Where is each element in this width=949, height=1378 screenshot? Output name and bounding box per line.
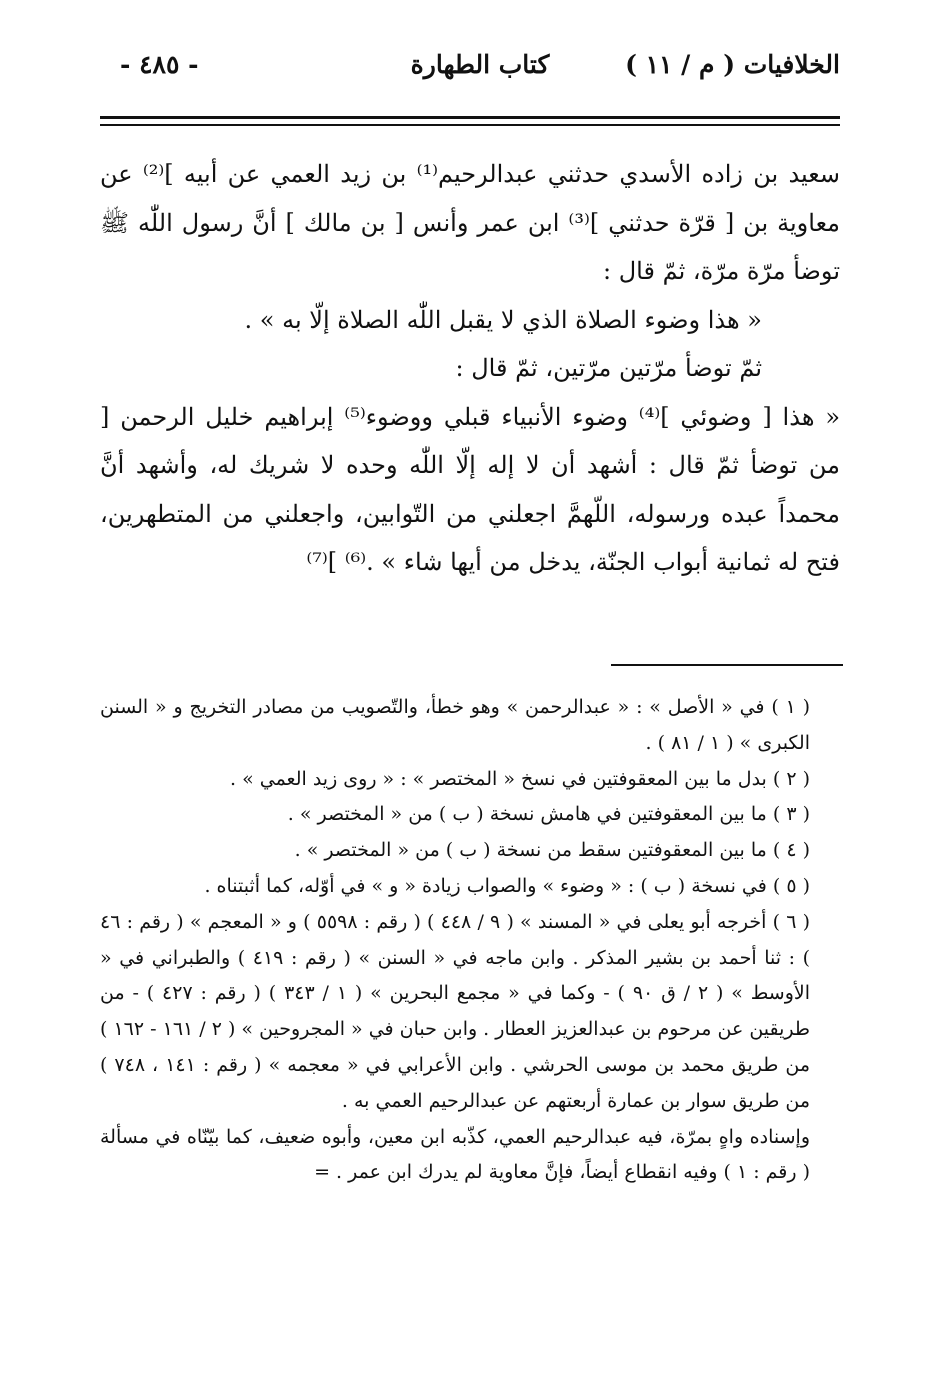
footnote-separator bbox=[611, 664, 843, 666]
footnote: ( ٦ ) أخرجه أبو يعلى في « المسند » ( ٩ / ٤٤٨ ) ( رقم : ٥٥٩٨ ) و « المعجم » ( رقم : ٤٦ ) : ثنا أحمد بن بشير المذكر . وابن ماجه في « السنن » ( رقم : ٤١٩ ) والطبراني في « الأوسط » ( ٢ / ق ٩٠ ) - وكما في « مجمع البحرين » ( ١ / ٣٤٣ ) ( رقم : ٤٢٧ ) - من طريقين عن مرحوم بن عبدالعزيز العطار . وابن حبان في « المجروحين » ( ٢ / ١٦١ - ١٦٢ ) من طريق محمد بن موسى الحرشي . وابن الأعرابي في « معجمه » ( رقم : ١٤١ ، ٧٤٨ ) من طريق سوار بن عمارة أربعتهم عن عبدالرحيم العمي به . bbox=[100, 910, 811, 1112]
footnote: ( ٢ ) بدل ما بين المعقوفتين في نسخ « المختصر » : « روى زيد العمي » . bbox=[229, 767, 810, 790]
header-chapter-title: كتاب الطهارة bbox=[410, 50, 550, 79]
footnote: ( ٤ ) ما بين المعقوفتين سقط من نسخة ( ب ) من « المختصر » . bbox=[294, 839, 810, 862]
main-text bbox=[100, 150, 840, 587]
header-rule-bottom bbox=[100, 124, 840, 126]
header-book-title: الخلافيات ( م / ١١ ) bbox=[625, 50, 840, 79]
footnotes bbox=[100, 690, 840, 1191]
main-paragraph: سعيد بن زاده الأسدي حدثني عبدالرحيم⁽¹⁾ بن زيد العمي عن أبيه ]⁽²⁾ عن معاوية بن [ قرّة حدثني ]⁽³⁾ ابن عمر وأنس [ بن مالك ] أنَّ رسول اللّٰه ﷺ توضأ مرّة مرّة، ثمّ قال : bbox=[100, 160, 841, 285]
footnote: ( ٥ ) في نسخة ( ب ) : « وضوء » والصواب زيادة « و » في أوّله، كما أثبتناه . bbox=[204, 874, 810, 897]
page-header bbox=[120, 50, 840, 90]
footnote: ( ٣ ) ما بين المعقوفتين في هامش نسخة ( ب ) من « المختصر » . bbox=[287, 803, 810, 826]
main-paragraph: « هذا وضوء الصلاة الذي لا يقبل اللّٰه الصلاة إلّا به » . bbox=[244, 305, 762, 334]
footnote: ( ١ ) في « الأصل » : « عبدالرحمن » وهو خطأ، والتّصويب من مصادر التخريج و « السنن الكبرى » ( ١ / ٨١ ) . bbox=[100, 696, 811, 754]
header-page-number: - ٤٨٥ - bbox=[120, 50, 199, 79]
footnote: وإسناده واهٍ بمرّة، فيه عبدالرحيم العمي، كذّبه ابن معين، وأبوه ضعيف، كما بيّنّاه في مسألة ( رقم : ١ ) وفيه انقطاع أيضاً، فإنَّ معاوية لم يدرك ابن عمر . = bbox=[100, 1125, 810, 1184]
main-paragraph: ثمّ توضأ مرّتين مرّتين، ثمّ قال : bbox=[455, 354, 762, 382]
main-paragraph: « هذا [ وضوئي ]⁽⁴⁾ وضوء الأنبياء قبلي ووضوء⁽⁵⁾ إبراهيم خليل الرحمن [ من توضأ ثمّ قال : أشهد أن لا إله إلّا اللّٰه وحده لا شريك له، وأشهد أنَّ محمداً عبده ورسوله، اللّهمَّ اجعلني من التّوابين، واجعلني من المتطهرين، فتح له ثمانية أبواب الجنّة، يدخل من أيها شاء » .⁽⁶⁾ ]⁽⁷⁾ bbox=[100, 402, 841, 576]
header-rule-top bbox=[100, 116, 840, 119]
